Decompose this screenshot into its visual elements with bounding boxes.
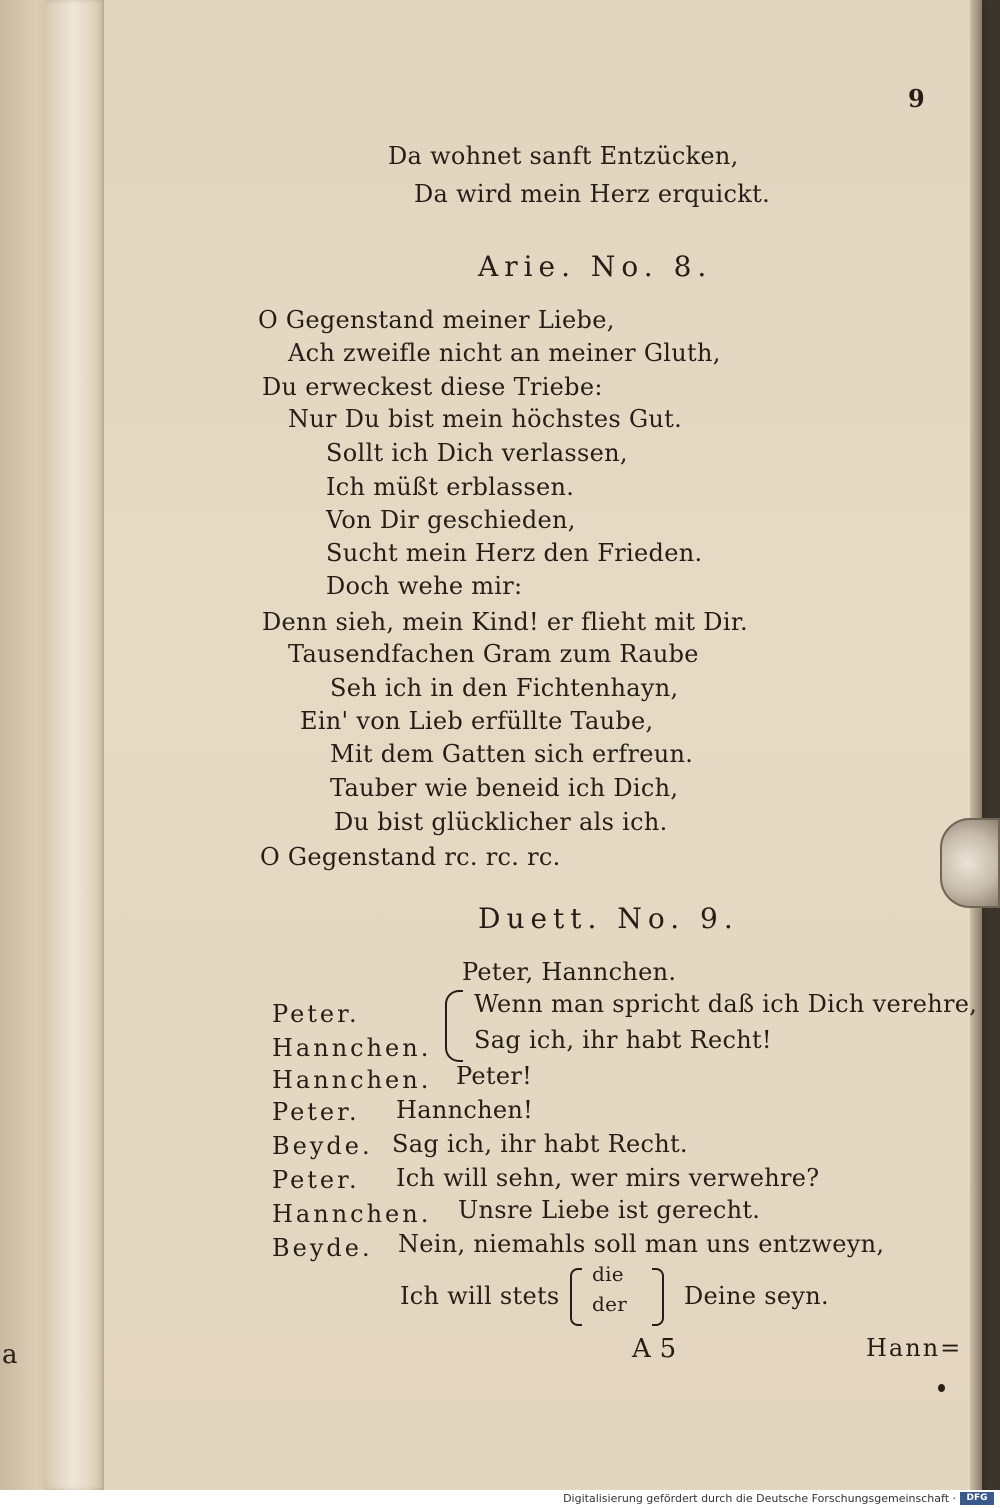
aria-heading: Arie. No. 8.	[478, 250, 713, 283]
speaker-brace	[445, 990, 463, 1062]
aria-line-13: Ein' von Lieb erfüllte Taube,	[300, 707, 654, 735]
left-margin-letter: a	[2, 1340, 18, 1370]
duet-speaker-4: Peter.	[272, 1098, 360, 1126]
duet-speaker-5: Beyde.	[272, 1132, 373, 1160]
duet-text-8: Nein, niemahls soll man uns entzweyn,	[398, 1230, 885, 1258]
aria-line-16: Du bist glücklicher als ich.	[334, 808, 668, 836]
duet-option-1: die	[592, 1262, 624, 1286]
duet-speaker-2: Hannchen.	[272, 1034, 432, 1062]
aria-line-15: Tauber wie beneid ich Dich,	[330, 774, 679, 802]
duet-last-line-start: Ich will stets	[400, 1282, 560, 1310]
option-brace-left	[570, 1268, 582, 1326]
aria-line-11: Tausendfachen Gram zum Raube	[288, 640, 699, 668]
duet-speaker-7: Hannchen.	[272, 1200, 432, 1228]
aria-line-17: O Gegenstand rc. rc. rc.	[260, 843, 561, 871]
duet-text-1: Wenn man spricht daß ich Dich verehre,	[474, 990, 978, 1018]
dfg-logo: DFG	[960, 1492, 994, 1505]
footer-credit: Digitalisierung gefördert durch die Deutsche Forschungsgemeinschaft ·	[563, 1492, 956, 1505]
duet-characters: Peter, Hannchen.	[462, 958, 677, 986]
duet-option-2: der	[592, 1292, 628, 1316]
duet-text-4: Hannchen!	[396, 1096, 534, 1124]
aria-line-7: Von Dir geschieden,	[326, 506, 576, 534]
page-edge-shadow	[970, 0, 982, 1490]
duet-speaker-6: Peter.	[272, 1166, 360, 1194]
top-line-1: Da wohnet sanft Entzücken,	[388, 142, 739, 170]
duet-speaker-8: Beyde.	[272, 1234, 373, 1262]
signature-mark: A 5	[632, 1334, 677, 1364]
option-brace-right	[652, 1268, 664, 1326]
aria-line-8: Sucht mein Herz den Frieden.	[326, 539, 703, 567]
aria-line-6: Ich müßt erblassen.	[326, 473, 575, 501]
catchword: Hann=	[866, 1334, 963, 1362]
book-gutter	[46, 0, 106, 1490]
duet-text-7: Unsre Liebe ist gerecht.	[458, 1196, 761, 1224]
aria-line-5: Sollt ich Dich verlassen,	[326, 439, 628, 467]
aria-line-10: Denn sieh, mein Kind! er flieht mit Dir.	[262, 608, 748, 636]
duet-speaker-3: Hannchen.	[272, 1066, 432, 1094]
duet-speaker-1: Peter.	[272, 1000, 360, 1028]
aria-line-12: Seh ich in den Fichtenhayn,	[330, 674, 679, 702]
duet-text-2: Sag ich, ihr habt Recht!	[474, 1026, 772, 1054]
aria-line-9: Doch wehe mir:	[326, 572, 523, 600]
page-number: 9	[908, 84, 925, 113]
aria-line-2: Ach zweifle nicht an meiner Gluth,	[288, 339, 721, 367]
scanner-clip	[940, 818, 1000, 908]
aria-line-1: O Gegenstand meiner Liebe,	[258, 306, 615, 334]
duet-text-6: Ich will sehn, wer mirs verwehre?	[396, 1164, 820, 1192]
aria-line-14: Mit dem Gatten sich erfreun.	[330, 740, 694, 768]
duet-last-line-end: Deine seyn.	[684, 1282, 829, 1310]
duet-text-5: Sag ich, ihr habt Recht.	[392, 1130, 688, 1158]
duet-heading: Duett. No. 9.	[478, 902, 739, 935]
top-line-2: Da wird mein Herz erquickt.	[414, 180, 770, 208]
aria-line-4: Nur Du bist mein höchstes Gut.	[288, 405, 683, 433]
aria-line-3: Du erweckest diese Triebe:	[262, 373, 603, 401]
duet-text-3: Peter!	[456, 1062, 533, 1090]
ink-spot	[938, 1384, 945, 1392]
